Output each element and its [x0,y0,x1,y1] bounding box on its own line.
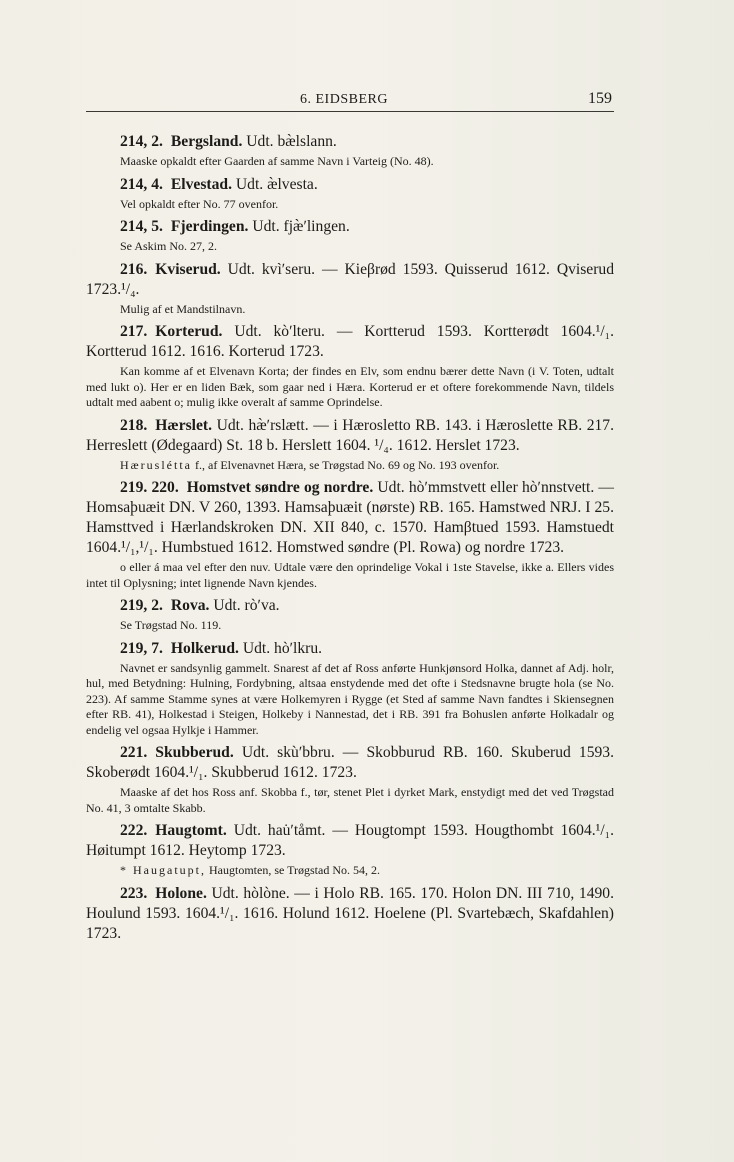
entry-text: Udt. hau̇ʹtåmt. — Hougtompt 1593. Hougthombt 1604.¹/₁. Høitumpt 1612. Heytomp 1723. [86,822,614,859]
entry-number: 221. [120,744,148,761]
entry-note: Se Askim No. 27, 2. [120,239,218,253]
entry-note: Vel opkaldt efter No. 77 ovenfor. [120,196,279,211]
entry-text: Udt. æ̀lvesta. [235,175,318,193]
entry-heading [86,260,614,300]
entry-heading [86,639,614,659]
farm-name: Holone. [155,884,207,902]
entry-note: o eller á maa vel efter den nuv. Udtale være den oprindelige Vokal i 1ste Stavelse, ikke a. Ellers vides intet til Oplysning; intet lignende Navn kjendes. [86,560,614,590]
entry-number: 216. [120,260,148,278]
entry-heading [86,478,614,558]
entry-text: Udt. kòʹlteru. — Kortterud 1593. Kortterødt 1604.¹/₁. Kortterud 1612. 1616. Korterud 1723. [86,323,614,360]
entry-number: 214, 4. [120,175,163,193]
entry-note: Mulig af et Mandstilnavn. [120,301,246,316]
farm-name: Bergsland. [170,133,243,150]
entry-219-7 [86,639,614,739]
entries-list [86,132,614,949]
farm-name: Holkerud. [170,639,239,657]
entry-number: 214, 2. [120,133,163,150]
entry-note: Kan komme af et Elvenavn Korta; der findes en Elv, som endnu bærer dette Navn (i V. Toten, udtalt med lukt o). Her er en liden Bæk, som gaar ned i Hæra. Korterud er et oftere forekommende Navn, tildels udtalt med aabent o; mulig ikke overalt af samme Oprindelse. [86,364,614,409]
entry-text: Udt. hæ̀ʹrslætt. — i Hærosletto RB. 143. i Hæroslette RB. 217. Herreslett (Ødegaard) St. 18 b. Herslett 1604. ¹/₄. 1612. Herslet 1723. [86,416,614,454]
entry-214-2 [86,132,614,170]
entry-number: 222. [120,822,148,839]
entry-217 [86,322,614,411]
entry-note [86,863,614,879]
spaced-word: Hæruslétta [120,457,192,472]
entry-number: 214, 5. [120,218,163,235]
farm-name: Hærslet. [155,416,213,434]
entry-number: 219, 2. [120,597,163,614]
entry-note [86,458,614,474]
entry-text: Udt. hòlòne. — i Holo RB. 165. 170. Holon DN. III 710, 1490. Houlund 1593. 1604.¹/₁. 1616. Holund 1612. Hoelene (Pl. Svartebæch, Skafdahlen) 1723. [86,884,614,942]
entry-note: Se Trøgstad No. 119. [120,618,222,632]
entry-214-4 [86,175,614,213]
entry-heading [86,217,614,237]
entry-214-5 [86,217,614,255]
page-number: 159 [588,90,612,107]
entry-number: 219. 220. [120,479,179,496]
entry-heading [86,132,614,152]
farm-name: Kviserud. [155,260,221,278]
entry-note: Navnet er sandsynlig gammelt. Snarest af det af Ross anførte Hunkjønsord Holka, dannet af Adj. holr, hul, med Betydning: Hulning, Fordybning, altsaa enstydende med det ofte i Stedsnavne brugte hola (se No. 223). Af samme Stamme synes at være Holkemyren i Rygge (et Sted af samme Navn fandtes i Skiensegnen efter RB. 41), Holkestad i Steigen, Holkeby i Nannestad, det i RB. 391 fra Bohuslen anførte Holkadalr og endelig vel ogsaa Hylkje i Hammer. [86,660,614,737]
note-text: Haugtomten, se Trøgstad No. 54, 2. [206,863,380,877]
entry-222 [86,821,614,879]
farm-name: Fjerdingen. [170,218,249,235]
entry-219-220 [86,478,614,591]
entry-note: Maaske af det hos Ross anf. Skobba f., tør, stenet Plet i dyrket Mark, enstydigt med det ved Trøgstad No. 41, 3 omtalte Skabb. [86,785,614,815]
farm-name: Homstvet søndre og nordre. [186,479,374,496]
farm-name: Korterud. [155,323,223,340]
page-header [86,92,614,112]
entry-heading [86,596,614,616]
farm-name: Skubberud. [155,744,234,761]
running-title: 6. EIDSBERG [300,92,388,107]
entry-number: 217. [120,323,148,340]
entry-216 [86,260,614,318]
entry-note: Maaske opkaldt efter Gaarden af samme Navn i Varteig (No. 48). [120,154,434,168]
entry-text: Udt. kvìʹseru. — Kieβrød 1593. Quisserud 1612. Qviserud 1723.¹/₄. [86,260,614,298]
entry-number: 219, 7. [120,639,163,657]
entry-219-2 [86,596,614,634]
entry-221 [86,743,614,816]
entry-text: Udt. hòʹmmstvett eller hòʹnnstvett. — Homsaþuæit DN. V 260, 1393. Hamsaþuæit (nørste) RB. 165. Hamstwed NRJ. I 25. Hamsttved i Hærlandskroken DN. XII 840, c. 1570. Hamβtued 1593. Hamstuedt 1604.¹/₁,¹/₁. Humbstued 1612. Homstwed søndre (Pl. Rowa) og nordre 1723. [86,479,614,556]
spaced-word: * Haugatupt, [120,863,206,877]
entry-text: Udt. fjæ̀ʹlingen. [252,218,350,235]
entry-218 [86,416,614,474]
farm-name: Rova. [170,597,210,614]
entry-number: 223. [120,884,148,902]
note-text: f., af Elvenavnet Hæra, se Trøgstad No. 69 og No. 193 ovenfor. [192,457,500,472]
entry-number: 218. [120,416,148,434]
entry-heading [86,884,614,944]
entry-223 [86,884,614,944]
entry-heading [86,322,614,362]
entry-heading [86,416,614,456]
entry-heading [86,821,614,861]
farm-name: Haugtomt. [155,822,227,839]
entry-text: Udt. ròʹva. [213,597,280,614]
entry-text: Udt. hòʹlkru. [242,639,323,657]
farm-name: Elvestad. [170,175,232,193]
header-rule [86,111,614,112]
entry-heading [86,743,614,783]
entry-text: Udt. bæ̀lslann. [246,133,337,150]
entry-heading [86,175,614,195]
entry-text: Udt. skùʹbbru. — Skobburud RB. 160. Skuberud 1593. Skoberødt 1604.¹/₁. Skubberud 1612. 1723. [86,744,614,781]
